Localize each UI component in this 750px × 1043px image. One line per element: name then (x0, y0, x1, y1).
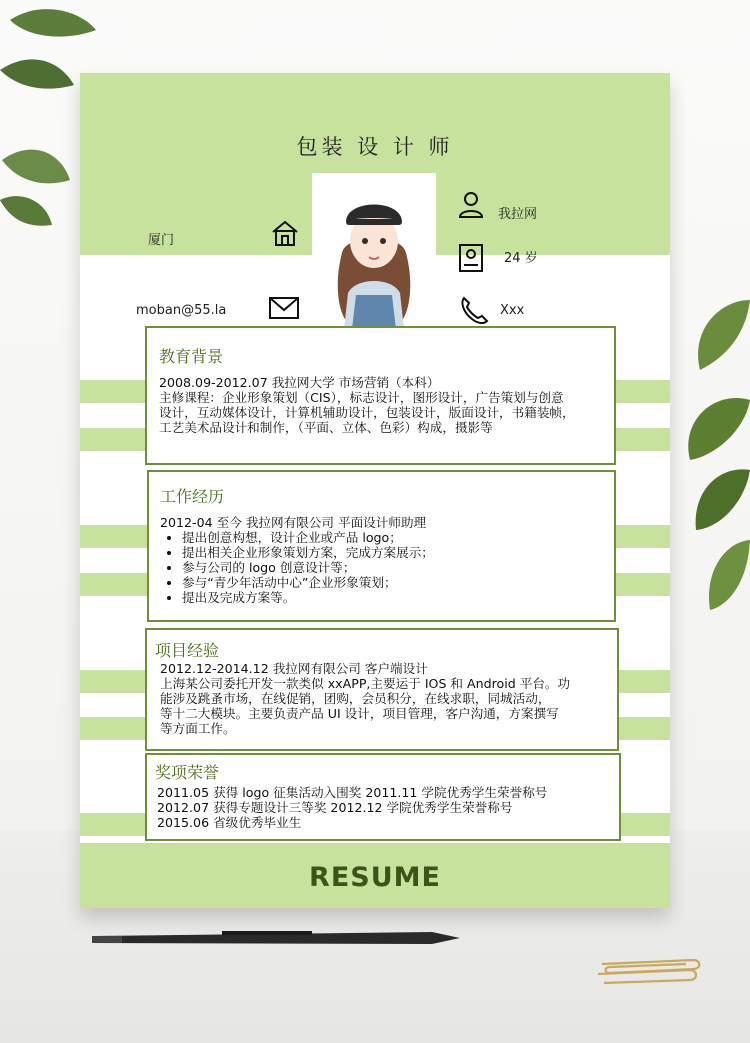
resume-footer-label: RESUME (309, 862, 441, 893)
name-text: 我拉网 (498, 207, 538, 222)
education-line: 主修课程：企业形象策划（CIS），标志设计，图形设计，广告策划与创意 (159, 390, 564, 405)
work-title: 工作经历 (160, 487, 225, 506)
awards-title: 奖项荣誉 (155, 763, 220, 782)
email-text: moban@55.la (136, 303, 227, 318)
home-icon (270, 219, 300, 247)
project-line: 2012.12-2014.12 我拉网有限公司 客户端设计 (160, 661, 428, 676)
work-header: 2012-04 至今 我拉网有限公司 平面设计师助理 (160, 515, 427, 530)
project-line: 等十二大模块。主要负责产品 UI 设计，项目管理，客户沟通，方案撰写 (160, 706, 559, 721)
phone-icon (458, 295, 490, 325)
work-body (160, 515, 434, 605)
resume-sheet (80, 73, 670, 908)
avatar-illustration (312, 173, 436, 329)
awards-line: 2011.05 获得 logo 征集活动入围奖 2011.11 学院优秀学生荣誉称号 (157, 785, 548, 800)
work-item: • 提出创意构想，设计企业或产品 logo； (182, 530, 434, 545)
work-item: • 参与公司的 logo 创意设计等； (182, 560, 434, 575)
project-body (160, 661, 570, 736)
awards-line: 2015.06 省级优秀毕业生 (157, 815, 302, 830)
education-body (159, 375, 575, 435)
age-text: 24 岁 (504, 251, 538, 266)
education-line: 2008.09-2012.07 我拉网大学 市场营销（本科） (159, 375, 440, 390)
work-item: • 参与“青少年活动中心”企业形象策划； (182, 575, 434, 590)
page-title: 包装 设 计 师 (296, 135, 454, 159)
id-card-icon (458, 243, 484, 273)
work-item: • 提出相关企业形象策划方案，完成方案展示； (182, 545, 434, 560)
city-text: 厦门 (148, 233, 175, 248)
project-card (145, 628, 619, 751)
project-title: 项目经验 (155, 641, 220, 660)
education-line: 设计，互动媒体设计，计算机辅助设计，包装设计，版面设计，书籍装帧， (159, 405, 575, 420)
work-list (160, 530, 434, 605)
phone-text: Xxx (500, 303, 525, 318)
education-card (145, 326, 616, 465)
pen-decoration (92, 928, 462, 950)
education-title: 教育背景 (159, 347, 224, 366)
profile-photo (312, 173, 436, 329)
plant-right-decoration (660, 280, 750, 640)
project-line: 能涉及跳蚤市场，在线促销，团购，会员积分，在线求职，同城活动， (160, 691, 551, 706)
paper-clip-decoration (594, 958, 704, 984)
awards-line: 2012.07 获得专题设计三等奖 2012.12 学院优秀学生荣誉称号 (157, 800, 513, 815)
mail-icon (268, 295, 300, 321)
awards-card (145, 753, 621, 841)
work-item: • 提出及完成方案等。 (182, 590, 434, 605)
project-line: 上海某公司委托开发一款类似 xxAPP,主要运于 IOS 和 Android 平台。功 (160, 676, 571, 691)
user-icon (458, 191, 484, 219)
work-card (147, 470, 616, 622)
awards-body (157, 785, 547, 830)
project-line: 等方面工作。 (160, 721, 236, 736)
education-line: 工艺美术品设计和制作，（平面、立体、色彩）构成，摄影等 (159, 420, 493, 435)
